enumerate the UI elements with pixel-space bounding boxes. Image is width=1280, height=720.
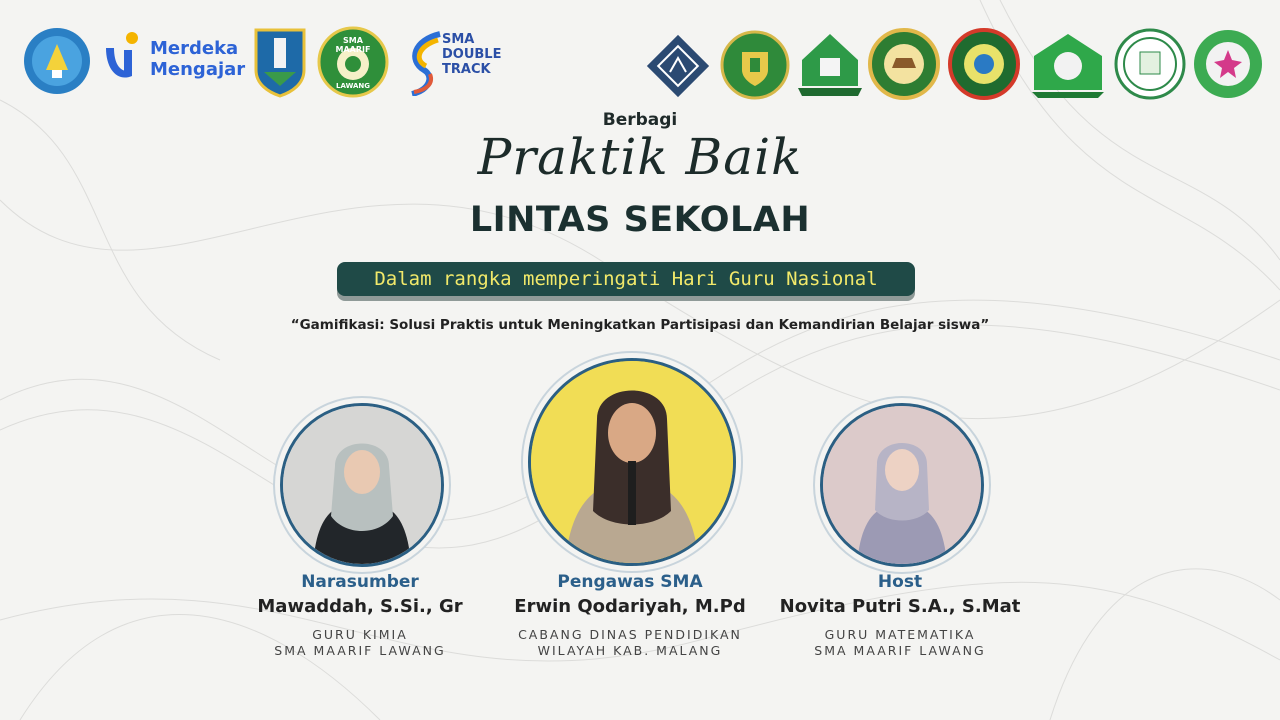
- speaker-desc-line1: CABANG DINAS PENDIDIKAN: [518, 627, 742, 642]
- double-track-track: TRACK: [442, 62, 491, 77]
- speaker-photo-narasumber: [280, 403, 444, 567]
- sma-darul-quran-logo: [868, 28, 940, 104]
- speaker-host: [770, 572, 1030, 659]
- speaker-pengawas: [490, 572, 770, 659]
- speaker-role: Host: [877, 572, 923, 592]
- speaker-desc-line1: GURU MATEMATIKA: [824, 627, 976, 642]
- school-logo-1: [642, 30, 714, 106]
- speaker-desc-line2: SMA MAARIF LAWANG: [814, 643, 986, 658]
- speaker-desc-line1: GURU KIMIA: [312, 627, 408, 642]
- speaker-name: Novita Putri S.A., S.Mat: [779, 596, 1021, 617]
- speaker-desc-line2: WILAYAH KAB. MALANG: [537, 643, 723, 658]
- merdeka-text: Merdeka: [150, 38, 239, 59]
- school-logo-5: [948, 28, 1020, 104]
- speaker-role: Pengawas SMA: [557, 572, 703, 592]
- speaker-narasumber: [230, 572, 490, 659]
- double-track-sma: SMA: [442, 32, 475, 47]
- occasion-banner: Dalam rangka memperingati Hari Guru Nasional: [337, 262, 915, 296]
- speaker-photo-host: [820, 403, 984, 567]
- school-logo-2: [720, 30, 790, 104]
- mengajar-text: Mengajar: [150, 59, 246, 80]
- sma-maarif-bottom-text: LAWANG: [336, 82, 370, 90]
- sma-maarif-lawang-logo: [316, 26, 390, 98]
- speaker-role: Narasumber: [301, 572, 419, 592]
- speaker-photo-pengawas: [528, 358, 736, 566]
- school-logo-7: [1114, 28, 1186, 104]
- tut-wuri-handayani-logo: [22, 26, 92, 100]
- sma-maarif-top-text: SMA MAARIF: [335, 36, 371, 54]
- school-logo-8: [1192, 28, 1264, 104]
- merdeka-mengajar-logo: [102, 30, 246, 90]
- sma-double-track-logo: [404, 30, 514, 100]
- east-java-crest-logo: [250, 26, 310, 102]
- speaker-desc-line2: SMA MAARIF LAWANG: [274, 643, 446, 658]
- title-script: Praktik Baik: [477, 128, 803, 186]
- speaker-name: Mawaddah, S.Si., Gr: [257, 596, 463, 617]
- title-pre: Berbagi: [602, 110, 678, 130]
- speaker-name: Erwin Qodariyah, M.Pd: [514, 596, 746, 617]
- school-logo-6: [1028, 30, 1108, 104]
- double-track-double: DOUBLE: [442, 47, 502, 62]
- session-theme: “Gamifikasi: Solusi Praktis untuk Meningkatkan Partisipasi dan Kemandirian Belajar siswa”: [290, 317, 990, 333]
- page-title: LINTAS SEKOLAH: [469, 200, 811, 240]
- school-logo-3: [796, 30, 864, 104]
